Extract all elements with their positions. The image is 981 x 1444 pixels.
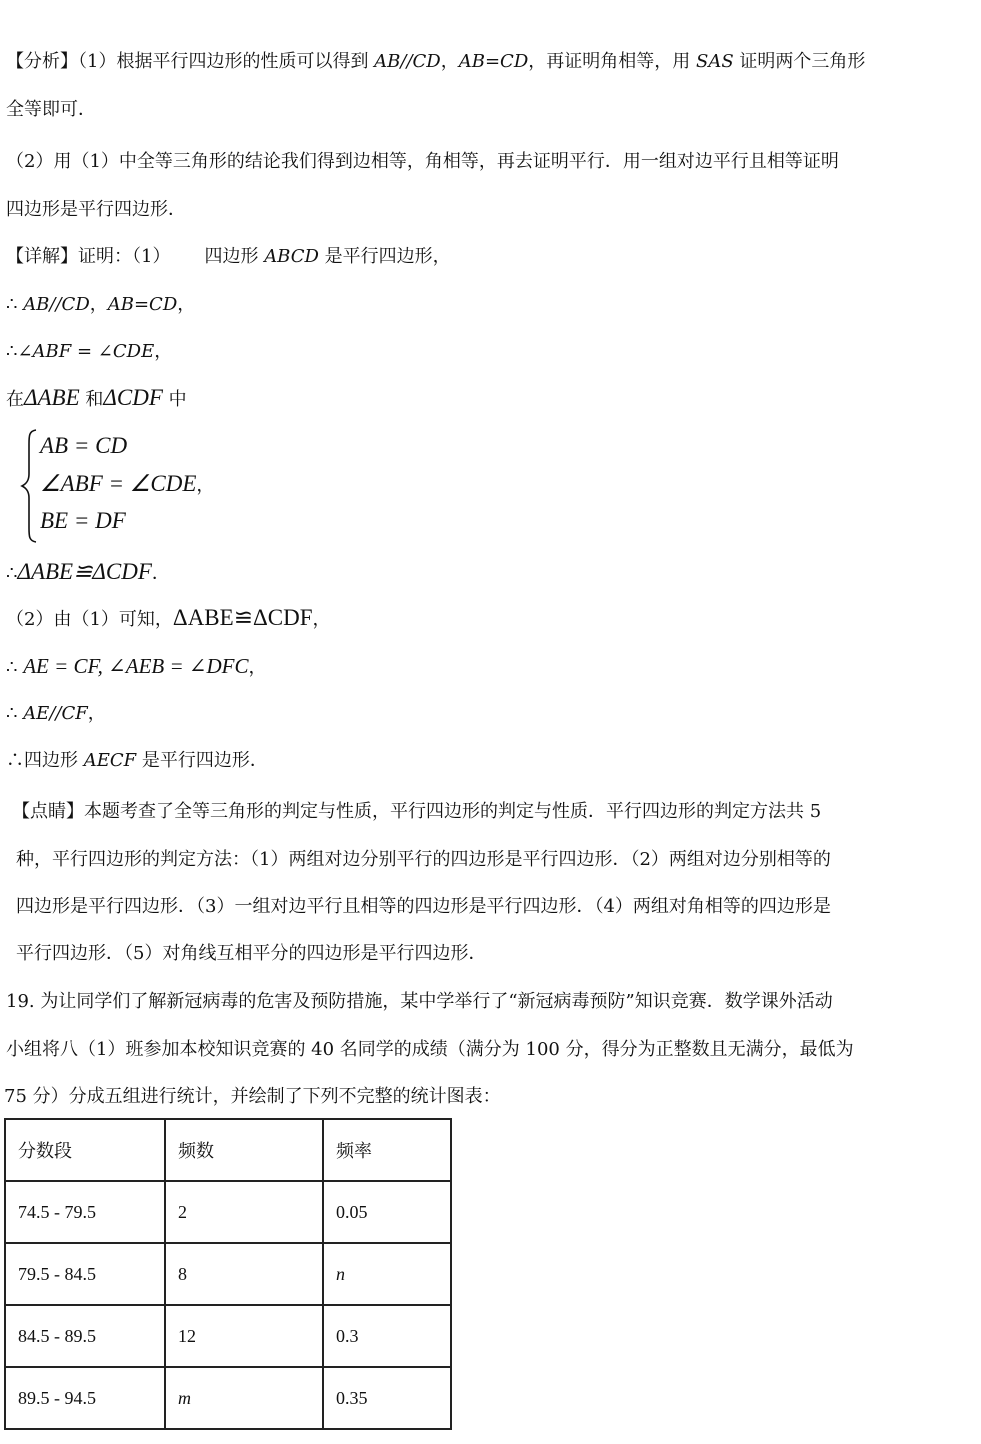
part2-step-1: ∴ AE = CF, ∠AEB = ∠DFC， [6, 654, 267, 678]
table-cell: 89.5 - 94.5 [5, 1367, 165, 1429]
analysis-line-4: 四边形是平行四边形． [6, 199, 186, 220]
table-header-row [5, 1119, 451, 1181]
table-cell: 79.5 - 84.5 [5, 1243, 165, 1305]
comment-line-2: 种，平行四边形的判定方法：（1）两组对边分别平行的四边形是平行四边形．（2）两组对边分别相等的 [16, 849, 831, 870]
table-cell: 2 [165, 1181, 323, 1243]
detail-conclusion-1: ∴ΔABE≌ΔCDF． [6, 559, 170, 584]
comment-line-1: 【点睛】本题考查了全等三角形的判定与性质，平行四边形的判定与性质．平行四边形的判定方法共 5 [12, 801, 822, 822]
table-cell: n [323, 1243, 451, 1305]
table-cell: 0.3 [323, 1305, 451, 1367]
table-header-cell: 频率 [323, 1119, 451, 1181]
detail-step-3: 在ΔABE 和ΔCDF 中 [6, 385, 187, 410]
table-cell: 0.05 [323, 1181, 451, 1243]
comment-line-4: 平行四边形．（5）对角线互相平分的四边形是平行四边形． [16, 943, 487, 964]
system-equation-2: ∠ABF = ∠CDE， [40, 471, 215, 496]
table-cell: 0.35 [323, 1367, 451, 1429]
table-cell: 74.5 - 79.5 [5, 1181, 165, 1243]
table-cell: 8 [165, 1243, 323, 1305]
question-19-line-3: 75 分）分成五组进行统计，并绘制了下列不完整的统计图表： [4, 1086, 501, 1107]
detail-step-1: ∴ AB//CD，AB=CD， [6, 294, 196, 315]
table-cell: 12 [165, 1305, 323, 1367]
equation-system [20, 428, 280, 544]
analysis-line-2: 全等即可． [6, 99, 96, 120]
analysis-line-1: 【分析】（1）根据平行四边形的性质可以得到 AB//CD，AB=CD，再证明角相等，用 SAS 证明两个三角形 [6, 51, 866, 72]
table-header-cell: 分数段 [5, 1119, 165, 1181]
detail-heading: 【详解】证明：（1） 四边形 ABCD 是平行四边形， [6, 246, 451, 267]
table-row [5, 1243, 451, 1305]
system-equation-1: AB = CD [40, 433, 128, 458]
comment-line-3: 四边形是平行四边形．（3）一组对边平行且相等的四边形是平行四边形．（4）两组对角相等的四边形是 [16, 896, 831, 917]
table-cell: 84.5 - 89.5 [5, 1305, 165, 1367]
frequency-table [4, 1118, 452, 1430]
part2-conclusion: ∴四边形 AECF 是平行四边形． [6, 750, 268, 771]
part2-intro: （2）由（1）可知，ΔABE≌ΔCDF， [6, 605, 331, 630]
question-19-line-1: 19. 为让同学们了解新冠病毒的危害及预防措施，某中学举行了“新冠病毒预防”知识竞赛．数学课外活动 [6, 991, 833, 1012]
table-cell: m [165, 1367, 323, 1429]
question-19-line-2: 小组将八（1）班参加本校知识竞赛的 40 名同学的成绩（满分为 100 分，得分为正整数且无满分，最低为 [6, 1039, 854, 1060]
system-equation-3: BE = DF [40, 508, 126, 533]
table-row [5, 1305, 451, 1367]
part2-step-2: ∴ AE//CF， [6, 703, 106, 724]
analysis-line-3: （2）用（1）中全等三角形的结论我们得到边相等，角相等，再去证明平行．用一组对边平行且相等证明 [6, 151, 839, 172]
table-row [5, 1181, 451, 1243]
detail-step-2: ∴∠ABF = ∠CDE， [6, 341, 173, 362]
table-header-cell: 频数 [165, 1119, 323, 1181]
left-brace-icon [20, 428, 40, 544]
table-row [5, 1367, 451, 1429]
